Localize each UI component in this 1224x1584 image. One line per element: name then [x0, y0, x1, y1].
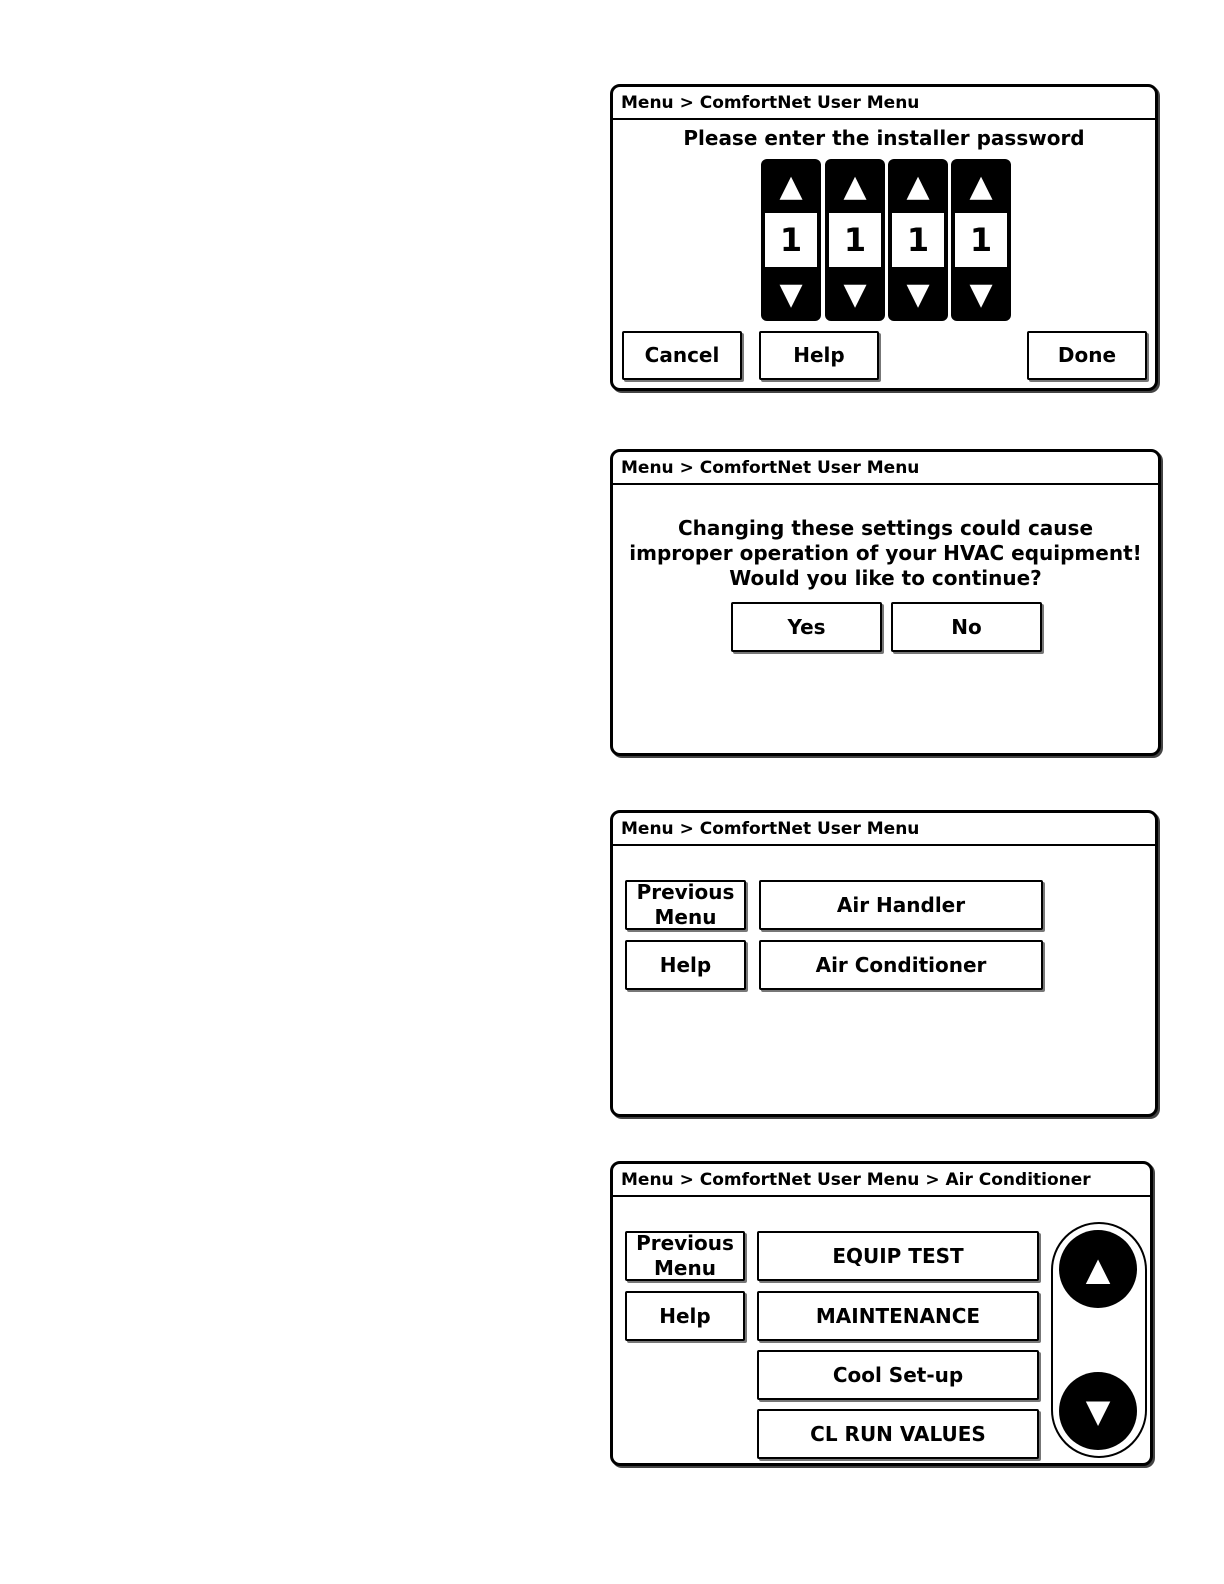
digit-4-up-arrow-icon[interactable]: ▲: [951, 159, 1011, 213]
scroll-track: [1051, 1222, 1147, 1458]
password-prompt: Please enter the installer password: [683, 126, 1085, 150]
breadcrumb: Menu > ComfortNet User Menu: [613, 452, 1158, 485]
scroll-up-arrow-icon[interactable]: ▲: [1059, 1230, 1137, 1308]
digit-2-down-arrow-icon[interactable]: ▼: [825, 267, 885, 321]
digit-3-value: 1: [888, 213, 948, 267]
password-screen: [610, 84, 1158, 391]
digit-column-2: [825, 159, 885, 321]
digit-1-down-arrow-icon[interactable]: ▼: [761, 267, 821, 321]
previous-menu-button[interactable]: Previous Menu: [625, 880, 746, 930]
user-menu-screen: [610, 810, 1158, 1117]
digit-column-3: [888, 159, 948, 321]
digit-2-value: 1: [825, 213, 885, 267]
breadcrumb: Menu > ComfortNet User Menu > Air Conditioner: [613, 1164, 1150, 1197]
cl-run-values-button[interactable]: CL RUN VALUES: [757, 1409, 1039, 1459]
scroll-down-arrow-icon[interactable]: ▼: [1059, 1372, 1137, 1450]
digit-1-value: 1: [761, 213, 821, 267]
digit-3-up-arrow-icon[interactable]: ▲: [888, 159, 948, 213]
breadcrumb: Menu > ComfortNet User Menu: [613, 87, 1155, 120]
help-button[interactable]: Help: [759, 331, 879, 380]
air-handler-button[interactable]: Air Handler: [759, 880, 1043, 930]
previous-menu-button[interactable]: Previous Menu: [625, 1231, 745, 1281]
air-conditioner-screen: [610, 1161, 1153, 1466]
digit-4-down-arrow-icon[interactable]: ▼: [951, 267, 1011, 321]
cool-setup-button[interactable]: Cool Set-up: [757, 1350, 1039, 1400]
digit-column-1: [761, 159, 821, 321]
help-button[interactable]: Help: [625, 1291, 745, 1341]
digit-2-up-arrow-icon[interactable]: ▲: [825, 159, 885, 213]
warning-screen: [610, 449, 1161, 756]
digit-column-4: [951, 159, 1011, 321]
digit-4-value: 1: [951, 213, 1011, 267]
done-button[interactable]: Done: [1027, 331, 1147, 380]
yes-button[interactable]: Yes: [731, 602, 882, 652]
breadcrumb: Menu > ComfortNet User Menu: [613, 813, 1155, 846]
equip-test-button[interactable]: EQUIP TEST: [757, 1231, 1039, 1281]
maintenance-button[interactable]: MAINTENANCE: [757, 1291, 1039, 1341]
no-button[interactable]: No: [891, 602, 1042, 652]
digit-3-down-arrow-icon[interactable]: ▼: [888, 267, 948, 321]
air-conditioner-button[interactable]: Air Conditioner: [759, 940, 1043, 990]
digit-1-up-arrow-icon[interactable]: ▲: [761, 159, 821, 213]
help-button[interactable]: Help: [625, 940, 746, 990]
warning-message: Changing these settings could cause improper operation of your HVAC equipment! Would you like to continue?: [629, 516, 1142, 590]
cancel-button[interactable]: Cancel: [622, 331, 742, 380]
